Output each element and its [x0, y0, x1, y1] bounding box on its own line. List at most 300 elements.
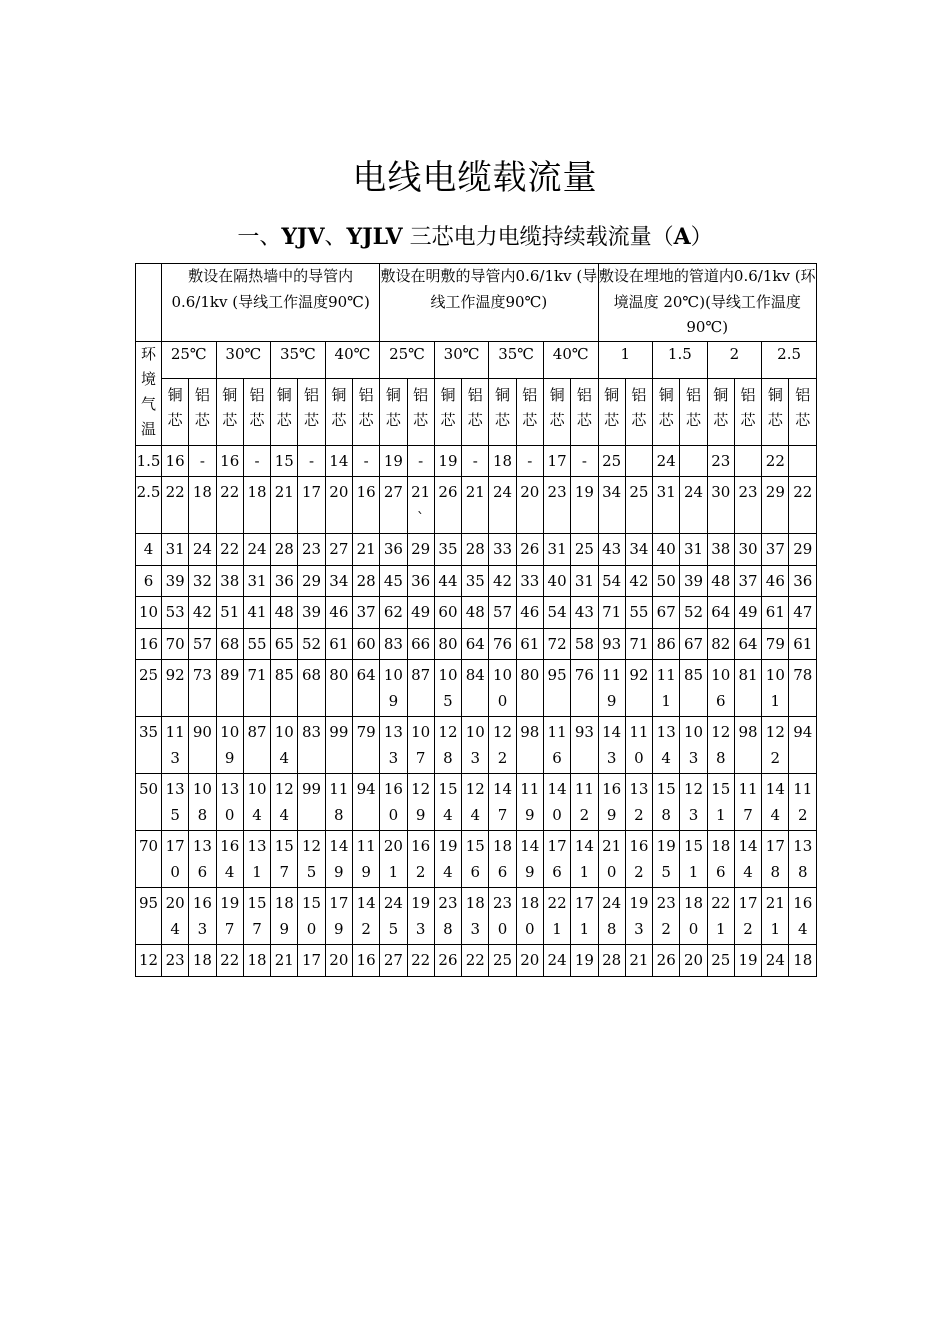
ampacity-cell: 230: [489, 888, 516, 945]
ampacity-cell: 21: [271, 945, 298, 977]
ampacity-cell: 157: [271, 831, 298, 888]
ampacity-cell: 25: [707, 945, 734, 977]
ampacity-cell: 24: [243, 534, 270, 566]
ampacity-cell: 31: [653, 477, 680, 534]
ampacity-cell: -: [516, 445, 543, 477]
ampacity-cell: 42: [625, 565, 652, 597]
ampacity-cell: 24: [653, 445, 680, 477]
ampacity-cell: 183: [462, 888, 489, 945]
ampacity-cell: 57: [189, 628, 216, 660]
ampacity-cell: 118: [325, 774, 352, 831]
ampacity-cell: 39: [680, 565, 707, 597]
ampacity-cell: 48: [462, 597, 489, 629]
ampacity-cell: 151: [680, 831, 707, 888]
table-row: [136, 945, 817, 977]
ampacity-cell: 79: [762, 628, 789, 660]
ampacity-cell: 27: [380, 477, 407, 534]
ampacity-cell: 46: [762, 565, 789, 597]
copper-core-header: 铜芯: [707, 378, 734, 445]
temperature-header-cell: 2.5: [762, 341, 817, 378]
ampacity-cell: 131: [243, 831, 270, 888]
ampacity-cell: 119: [352, 831, 379, 888]
ampacity-cell: 22: [216, 534, 243, 566]
ampacity-cell: 106: [707, 660, 734, 717]
ampacity-cell: 232: [653, 888, 680, 945]
ampacity-cell: 23: [162, 945, 189, 977]
ampacity-cell: 23: [543, 477, 570, 534]
ampacity-cell: 104: [243, 774, 270, 831]
ampacity-cell: 58: [571, 628, 598, 660]
ampacity-cell: 36: [271, 565, 298, 597]
ampacity-cell: 180: [516, 888, 543, 945]
cross-section-cell: 50: [136, 774, 162, 831]
ampacity-cell: 186: [707, 831, 734, 888]
ampacity-cell: 41: [243, 597, 270, 629]
subtitle-separator: 、: [324, 225, 347, 250]
group-header-cell: 敷设在隔热墙中的导管内0.6/1kv (导线工作温度90℃): [162, 264, 380, 342]
ampacity-cell: 72: [543, 628, 570, 660]
ampacity-cell: 61: [516, 628, 543, 660]
subtitle-end: ）: [690, 225, 713, 250]
ampacity-cell: 23: [707, 445, 734, 477]
ampacity-cell: 57: [489, 597, 516, 629]
ampacity-cell: 197: [216, 888, 243, 945]
subtitle-bold-yjlv: YJLV: [346, 224, 403, 250]
ampacity-cell: 36: [789, 565, 817, 597]
ampacity-cell: 164: [789, 888, 817, 945]
ampacity-cell: 65: [271, 628, 298, 660]
temperature-header-cell: 40℃: [543, 341, 598, 378]
ampacity-cell: 169: [598, 774, 625, 831]
copper-core-header: 铜芯: [325, 378, 352, 445]
ampacity-cell: 26: [653, 945, 680, 977]
table-row: [136, 534, 817, 566]
ampacity-cell: 24: [543, 945, 570, 977]
ampacity-cell: 154: [434, 774, 461, 831]
ampacity-cell: 22: [407, 945, 434, 977]
ampacity-cell: 98: [516, 717, 543, 774]
temperature-header-cell: 35℃: [271, 341, 326, 378]
ampacity-cell: 34: [598, 477, 625, 534]
ampacity-cell: 61: [789, 628, 817, 660]
ampacity-cell: 162: [625, 831, 652, 888]
aluminum-core-header: 铝芯: [625, 378, 652, 445]
temperature-header-cell: 25℃: [162, 341, 217, 378]
table-row: [136, 774, 817, 831]
aluminum-core-header: 铝芯: [407, 378, 434, 445]
ampacity-cell: 29: [789, 534, 817, 566]
aluminum-core-header: 铝芯: [298, 378, 325, 445]
ampacity-cell: 21: [271, 477, 298, 534]
ampacity-cell: [625, 445, 652, 477]
ampacity-cell: 79: [352, 717, 379, 774]
copper-core-header: 铜芯: [216, 378, 243, 445]
temperature-header-cell: 40℃: [325, 341, 380, 378]
ampacity-cell: 36: [380, 534, 407, 566]
ampacity-cell: 25: [598, 445, 625, 477]
ampacity-cell: 38: [216, 565, 243, 597]
ampacity-cell: 47: [789, 597, 817, 629]
ampacity-cell: 170: [162, 831, 189, 888]
ampacity-cell: 19: [380, 445, 407, 477]
ampacity-cell: 33: [489, 534, 516, 566]
copper-core-header: 铜芯: [162, 378, 189, 445]
ampacity-cell: 171: [571, 888, 598, 945]
ampacity-cell: 90: [189, 717, 216, 774]
ampacity-cell: 60: [434, 597, 461, 629]
ampacity-cell: 34: [325, 565, 352, 597]
ampacity-cell: 113: [162, 717, 189, 774]
ampacity-cell: 86: [653, 628, 680, 660]
table-body: [136, 445, 817, 976]
ampacity-cell: 30: [734, 534, 761, 566]
temperature-header-cell: 1.5: [653, 341, 708, 378]
table-row: [136, 565, 817, 597]
table-row: [136, 831, 817, 888]
row-header-cell: 环境气温: [136, 341, 162, 445]
ampacity-cell: 34: [625, 534, 652, 566]
ampacity-cell: 149: [516, 831, 543, 888]
ampacity-cell: 39: [298, 597, 325, 629]
ampacity-cell: 124: [462, 774, 489, 831]
ampacity-cell: 129: [407, 774, 434, 831]
ampacity-cell: 176: [543, 831, 570, 888]
aluminum-core-header: 铝芯: [789, 378, 817, 445]
ampacity-cell: 100: [489, 660, 516, 717]
ampacity-cell: 52: [680, 597, 707, 629]
ampacity-cell: -: [407, 445, 434, 477]
ampacity-cell: 83: [380, 628, 407, 660]
ampacity-cell: 43: [598, 534, 625, 566]
ampacity-cell: 61: [325, 628, 352, 660]
ampacity-cell: 18: [189, 945, 216, 977]
ampacity-cell: 128: [434, 717, 461, 774]
ampacity-cell: 16: [216, 445, 243, 477]
ampacity-cell: 67: [680, 628, 707, 660]
ampacity-cell: 14: [325, 445, 352, 477]
ampacity-cell: 16: [162, 445, 189, 477]
ampacity-cell: -: [243, 445, 270, 477]
cross-section-cell: 12: [136, 945, 162, 977]
cross-section-cell: 6: [136, 565, 162, 597]
ampacity-cell: 76: [489, 628, 516, 660]
ampacity-cell: 42: [189, 597, 216, 629]
ampacity-cell: 64: [734, 628, 761, 660]
copper-core-header: 铜芯: [653, 378, 680, 445]
temperature-header-cell: 30℃: [216, 341, 271, 378]
ampacity-cell: 31: [243, 565, 270, 597]
ampacity-cell: 78: [789, 660, 817, 717]
ampacity-cell: 103: [680, 717, 707, 774]
ampacity-cell: 43: [571, 597, 598, 629]
ampacity-cell: 49: [407, 597, 434, 629]
table-row: [136, 717, 817, 774]
ampacity-cell: 80: [325, 660, 352, 717]
ampacity-cell: 135: [162, 774, 189, 831]
ampacity-cell: 64: [707, 597, 734, 629]
ampacity-cell: 28: [598, 945, 625, 977]
ampacity-cell: 94: [789, 717, 817, 774]
ampacity-cell: 67: [653, 597, 680, 629]
ampacity-cell: 20: [516, 477, 543, 534]
ampacity-cell: 80: [516, 660, 543, 717]
ampacity-cell: 23: [298, 534, 325, 566]
ampacity-cell: 21`: [407, 477, 434, 534]
ampacity-cell: 82: [707, 628, 734, 660]
ampacity-cell: 108: [189, 774, 216, 831]
ampacity-cell: 138: [789, 831, 817, 888]
ampacity-cell: 17: [298, 477, 325, 534]
ampacity-cell: 31: [680, 534, 707, 566]
ampacity-cell: -: [298, 445, 325, 477]
ampacity-cell: 27: [325, 534, 352, 566]
ampacity-cell: 122: [762, 717, 789, 774]
ampacity-cell: 40: [653, 534, 680, 566]
ampacity-cell: 110: [625, 717, 652, 774]
table-row: [136, 660, 817, 717]
ampacity-cell: 23: [734, 477, 761, 534]
ampacity-cell: 87: [407, 660, 434, 717]
ampacity-cell: 50: [653, 565, 680, 597]
ampacity-cell: 83: [298, 717, 325, 774]
ampacity-cell: 71: [625, 628, 652, 660]
ampacity-cell: 109: [380, 660, 407, 717]
aluminum-core-header: 铝芯: [516, 378, 543, 445]
group-header-cell: 敷设在明敷的导管内0.6/1kv (导线工作温度90℃): [380, 264, 598, 342]
ampacity-cell: 16: [352, 477, 379, 534]
ampacity-cell: 109: [216, 717, 243, 774]
ampacity-cell: 85: [271, 660, 298, 717]
ampacity-cell: 128: [707, 717, 734, 774]
ampacity-cell: 22: [789, 477, 817, 534]
ampacity-cell: 180: [680, 888, 707, 945]
ampacity-cell: 51: [216, 597, 243, 629]
ampacity-cell: 31: [162, 534, 189, 566]
table-row: [136, 445, 817, 477]
ampacity-cell: 164: [216, 831, 243, 888]
ampacity-cell: 143: [598, 717, 625, 774]
ampacity-cell: [734, 445, 761, 477]
ampacity-cell: 87: [243, 717, 270, 774]
ampacity-cell: 123: [680, 774, 707, 831]
ampacity-cell: 157: [243, 888, 270, 945]
ampacity-cell: 132: [625, 774, 652, 831]
aluminum-core-header: 铝芯: [571, 378, 598, 445]
ampacity-cell: 73: [189, 660, 216, 717]
ampacity-cell: 46: [516, 597, 543, 629]
ampacity-cell: 248: [598, 888, 625, 945]
ampacity-cell: 71: [598, 597, 625, 629]
ampacity-cell: 36: [407, 565, 434, 597]
ampacity-cell: 33: [516, 565, 543, 597]
ampacity-cell: 52: [298, 628, 325, 660]
section-subtitle: [0, 220, 950, 251]
ampacity-cell: 20: [325, 477, 352, 534]
ampacity-cell: 22: [216, 945, 243, 977]
cross-section-cell: 25: [136, 660, 162, 717]
ampacity-cell: 144: [734, 831, 761, 888]
ampacity-cell: 16: [352, 945, 379, 977]
cross-section-cell: 1.5: [136, 445, 162, 477]
header-row-groups: [136, 264, 817, 342]
ampacity-table: [135, 263, 817, 977]
ampacity-cell: 193: [625, 888, 652, 945]
ampacity-cell: 25: [489, 945, 516, 977]
ampacity-cell: 156: [462, 831, 489, 888]
table-header: [136, 264, 817, 446]
ampacity-cell: 19: [734, 945, 761, 977]
ampacity-cell: 18: [243, 477, 270, 534]
ampacity-cell: 21: [352, 534, 379, 566]
table-row: [136, 477, 817, 534]
ampacity-cell: -: [462, 445, 489, 477]
ampacity-cell: 194: [434, 831, 461, 888]
ampacity-cell: 211: [762, 888, 789, 945]
ampacity-cell: 24: [762, 945, 789, 977]
ampacity-cell: 55: [243, 628, 270, 660]
ampacity-cell: 17: [543, 445, 570, 477]
ampacity-cell: 141: [571, 831, 598, 888]
ampacity-cell: 64: [462, 628, 489, 660]
ampacity-cell: 245: [380, 888, 407, 945]
table-row: [136, 597, 817, 629]
ampacity-cell: 62: [380, 597, 407, 629]
ampacity-cell: 119: [598, 660, 625, 717]
cross-section-cell: 35: [136, 717, 162, 774]
ampacity-cell: 35: [434, 534, 461, 566]
ampacity-cell: 99: [298, 774, 325, 831]
temperature-header-cell: 30℃: [434, 341, 489, 378]
ampacity-cell: 149: [325, 831, 352, 888]
aluminum-core-header: 铝芯: [352, 378, 379, 445]
ampacity-cell: 112: [789, 774, 817, 831]
ampacity-cell: 19: [571, 477, 598, 534]
ampacity-cell: 20: [516, 945, 543, 977]
ampacity-cell: 31: [571, 565, 598, 597]
header-row-materials: [136, 378, 817, 445]
header-corner-cell: [136, 264, 162, 342]
ampacity-cell: 24: [189, 534, 216, 566]
ampacity-cell: 116: [543, 717, 570, 774]
ampacity-cell: 30: [707, 477, 734, 534]
ampacity-cell: 189: [271, 888, 298, 945]
ampacity-cell: 22: [216, 477, 243, 534]
ampacity-cell: 210: [598, 831, 625, 888]
ampacity-cell: 29: [298, 565, 325, 597]
ampacity-cell: 60: [352, 628, 379, 660]
aluminum-core-header: 铝芯: [680, 378, 707, 445]
cross-section-cell: 16: [136, 628, 162, 660]
ampacity-cell: 204: [162, 888, 189, 945]
ampacity-cell: 20: [680, 945, 707, 977]
copper-core-header: 铜芯: [598, 378, 625, 445]
ampacity-cell: 122: [489, 717, 516, 774]
subtitle-bold-unit: A: [673, 224, 691, 250]
subtitle-bold-yjv: YJV: [281, 224, 325, 250]
ampacity-cell: 92: [625, 660, 652, 717]
ampacity-cell: 15: [271, 445, 298, 477]
ampacity-cell: 24: [680, 477, 707, 534]
ampacity-cell: 21: [462, 477, 489, 534]
copper-core-header: 铜芯: [762, 378, 789, 445]
ampacity-cell: 29: [762, 477, 789, 534]
ampacity-cell: 94: [352, 774, 379, 831]
ampacity-cell: 84: [462, 660, 489, 717]
ampacity-cell: 25: [571, 534, 598, 566]
aluminum-core-header: 铝芯: [189, 378, 216, 445]
cross-section-cell: 70: [136, 831, 162, 888]
copper-core-header: 铜芯: [434, 378, 461, 445]
ampacity-cell: 19: [434, 445, 461, 477]
ampacity-cell: 179: [325, 888, 352, 945]
ampacity-cell: 48: [707, 565, 734, 597]
ampacity-cell: 18: [489, 445, 516, 477]
ampacity-cell: 136: [189, 831, 216, 888]
ampacity-cell: 81: [734, 660, 761, 717]
ampacity-cell: 54: [598, 565, 625, 597]
ampacity-cell: 28: [352, 565, 379, 597]
ampacity-cell: 61: [762, 597, 789, 629]
ampacity-cell: 26: [516, 534, 543, 566]
copper-core-header: 铜芯: [380, 378, 407, 445]
ampacity-cell: 32: [189, 565, 216, 597]
ampacity-cell: 45: [380, 565, 407, 597]
ampacity-cell: 25: [625, 477, 652, 534]
ampacity-cell: 20: [325, 945, 352, 977]
ampacity-cell: 158: [653, 774, 680, 831]
ampacity-cell: 31: [543, 534, 570, 566]
ampacity-cell: 53: [162, 597, 189, 629]
ampacity-cell: 133: [380, 717, 407, 774]
ampacity-cell: 28: [462, 534, 489, 566]
ampacity-cell: 103: [462, 717, 489, 774]
ampacity-cell: 140: [543, 774, 570, 831]
ampacity-cell: 193: [407, 888, 434, 945]
copper-core-header: 铜芯: [271, 378, 298, 445]
ampacity-cell: 49: [734, 597, 761, 629]
page-title: 电线电缆载流量: [352, 158, 598, 198]
ampacity-cell: 17: [298, 945, 325, 977]
ampacity-cell: 92: [162, 660, 189, 717]
ampacity-cell: 37: [734, 565, 761, 597]
cross-section-cell: 4: [136, 534, 162, 566]
ampacity-cell: 48: [271, 597, 298, 629]
ampacity-cell: 134: [653, 717, 680, 774]
ampacity-cell: 40: [543, 565, 570, 597]
ampacity-cell: 150: [298, 888, 325, 945]
aluminum-core-header: 铝芯: [734, 378, 761, 445]
ampacity-cell: 151: [707, 774, 734, 831]
ampacity-cell: -: [571, 445, 598, 477]
ampacity-cell: 160: [380, 774, 407, 831]
ampacity-cell: 119: [516, 774, 543, 831]
ampacity-cell: 37: [352, 597, 379, 629]
cross-section-cell: 2.5: [136, 477, 162, 534]
ampacity-cell: 66: [407, 628, 434, 660]
ampacity-cell: 178: [762, 831, 789, 888]
ampacity-cell: 201: [380, 831, 407, 888]
cross-section-cell: 95: [136, 888, 162, 945]
ampacity-cell: 68: [298, 660, 325, 717]
aluminum-core-header: 铝芯: [243, 378, 270, 445]
cross-section-cell: 10: [136, 597, 162, 629]
aluminum-core-header: 铝芯: [462, 378, 489, 445]
ampacity-cell: 68: [216, 628, 243, 660]
ampacity-cell: 64: [352, 660, 379, 717]
ampacity-cell: 70: [162, 628, 189, 660]
ampacity-cell: 172: [734, 888, 761, 945]
ampacity-cell: 21: [625, 945, 652, 977]
